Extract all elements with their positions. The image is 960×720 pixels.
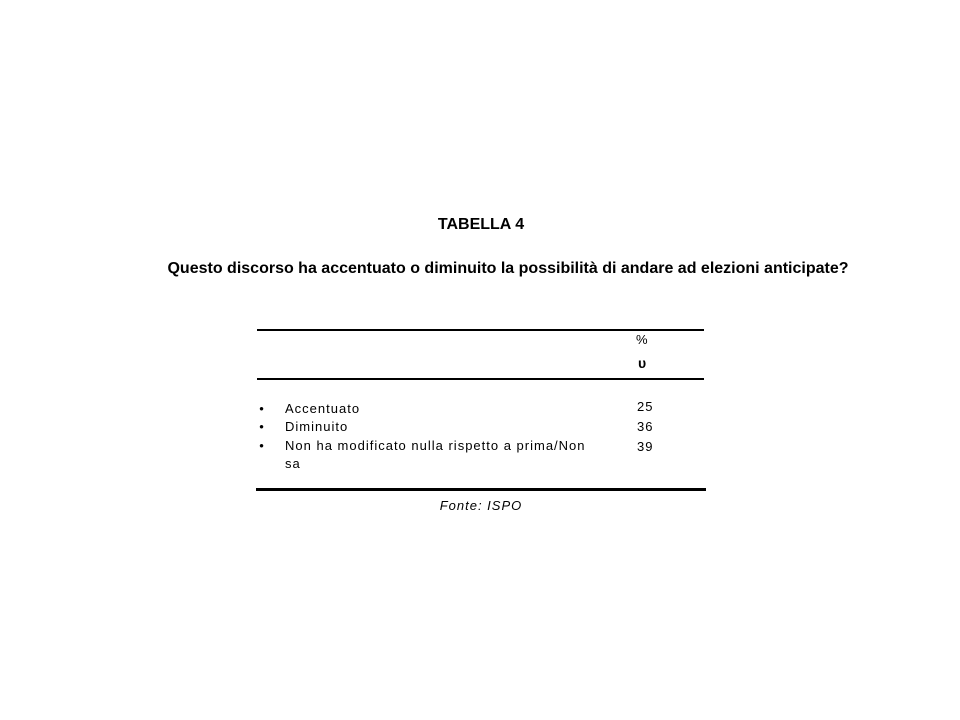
table-header-rule <box>257 378 704 380</box>
percent-value-accentuato: 25 <box>637 399 654 414</box>
source-note: Fonte: ISPO <box>439 498 523 513</box>
percent-values <box>637 397 653 457</box>
answer-list <box>257 400 597 473</box>
answer-row-diminuito <box>257 418 597 437</box>
table-bottom-rule <box>256 488 706 491</box>
answer-label: Non ha modificato nulla rispetto a prima/Non sa <box>285 438 586 471</box>
answer-label: Accentuato <box>285 401 361 416</box>
percent-value-non-ha-modificato: 39 <box>637 439 654 454</box>
percent-column-header: % <box>636 332 649 347</box>
answer-row-accentuato <box>257 400 597 418</box>
answer-label: Diminuito <box>285 419 349 434</box>
bullet-icon: • <box>259 419 265 434</box>
bullet-icon: • <box>259 401 265 416</box>
bullet-icon: • <box>259 438 265 453</box>
answer-row-non-ha-modificato <box>257 437 597 473</box>
column-symbol: υ <box>638 355 648 371</box>
percent-value-diminuito: 36 <box>637 419 654 434</box>
survey-question: Questo discorso ha accentuato o diminuito la possibilità di andare ad elezioni anticipate? <box>167 260 849 277</box>
table-title: TABELLA 4 <box>437 216 525 233</box>
table-top-rule <box>257 329 704 331</box>
